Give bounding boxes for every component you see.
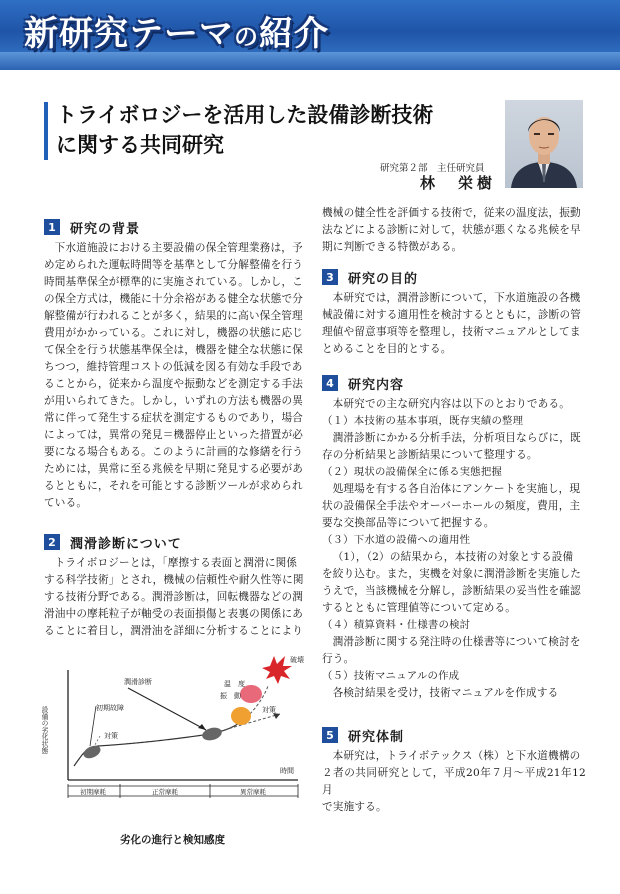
section-1-body (44, 240, 310, 512)
banner-title (24, 6, 329, 62)
body-line: るとともに，それを可能とする診断ツールが求められ (44, 480, 303, 492)
body-line: するとともに管理値等について定める。 (322, 602, 517, 614)
author-portrait-image (505, 100, 583, 188)
body-line: ためには，異常に至る兆候を早期に発見する必要があ (44, 463, 304, 475)
body-line: 滑油中の摩耗粒子が軸受の表面損傷と表裏の関係にあ (44, 608, 304, 620)
section-number-badge: 4 (322, 375, 338, 391)
banner-title-end: 紹介 (259, 14, 329, 54)
section-title: 研究の背景 (70, 221, 141, 237)
section-5-body (322, 748, 586, 816)
section-title: 潤滑診断について (70, 536, 182, 552)
initial-fault-leader (90, 706, 96, 746)
body-line: 械設備に対する適用性を検討するとともに，診断の管 (322, 309, 582, 321)
vibration-detection-marker (231, 707, 251, 725)
body-line: する技術分野である。潤滑診断は，回転機器などの潤 (44, 591, 304, 603)
body-line: 潤滑診断にかかる分析手法，分析項目ならびに，既 (332, 432, 581, 444)
article-title-line2: に関する共同研究 (56, 133, 224, 157)
section-heading-4 (322, 374, 404, 392)
body-line: ることから，従来から温度や振動などを測定する手法 (44, 378, 304, 390)
body-line: 時間基準保全が標準的に実施されている。しかし，こ (44, 276, 304, 288)
section-heading-3 (322, 268, 418, 286)
body-line: 費用がかかっている。これに対し，機器の状態に応じ (44, 327, 304, 339)
body-line: ている。 (44, 497, 88, 509)
body-line: ２者の共同研究として，平成20年７月～平成21年12月 (322, 767, 586, 796)
body-line: 下水道施設における主要設備の保全管理業務は，予 (54, 242, 303, 254)
vibration-label: 振 動 (220, 692, 241, 700)
title-accent-rule (44, 102, 48, 160)
body-line: 本研究では，潤滑診断について，下水道施設の各機 (332, 292, 581, 304)
research-item-heading: （３）下水道の設備への適用性 (322, 534, 471, 546)
section-heading-5 (322, 726, 404, 744)
body-line: 期に判断できる特徴がある。 (322, 241, 463, 253)
body-line: 本研究は，トライボテックス（株）と下水道機構の (332, 750, 581, 762)
author-photo (505, 100, 583, 188)
article-title-line1: トライボロジーを活用した設備診断技術 (56, 103, 434, 127)
section-2-body (44, 555, 310, 640)
countermeasure-label-2: 対策 (262, 706, 276, 714)
body-line: する科学技術」とされ，機械の信頼性や耐久性等に関 (44, 574, 304, 586)
section-3-body (322, 290, 586, 358)
body-line: 法などによる診断に対して，状態が悪くなる兆候を早 (322, 224, 581, 236)
degradation-curve (74, 714, 250, 766)
research-item-heading: （５）技術マニュアルの作成 (322, 670, 460, 682)
section-heading-1 (44, 218, 140, 236)
author-department: 研究第２部 主任研究員 (380, 163, 485, 174)
body-line: の保全方式は，機能に十分余裕がある健全な状態で分 (44, 293, 304, 305)
section-number-badge: 5 (322, 727, 338, 743)
body-line: が用いられてきた。しかし，いずれの方法も機器の異 (44, 395, 304, 407)
phase-abnormal-wear: 異常摩耗 (240, 788, 266, 796)
research-item-heading: （１）本技術の基本事項，既存実績の整理 (322, 415, 524, 427)
section-title: 研究の目的 (348, 271, 419, 287)
body-line: で実施する。 (322, 801, 387, 813)
banner-title-main: 新研究テーマ (24, 14, 234, 54)
degradation-diagram (40, 648, 310, 826)
section-title: 研究体制 (348, 729, 405, 745)
x-axis-label: 時間 (280, 767, 294, 775)
lube-diag-label: 潤滑診断 (124, 678, 152, 686)
section-number-badge: 2 (44, 534, 60, 550)
y-axis-label: 設備の劣化状態 (40, 706, 48, 754)
body-line: （1），（2）の結果から，本技術の対象とする設備 (332, 551, 574, 563)
research-item-heading: （４）積算資料・仕様書の検討 (322, 619, 471, 631)
author-name: 林 栄樹 (420, 174, 497, 192)
initial-fault-label: 初期故障 (96, 704, 124, 712)
body-line: め定められた運転時間等を基準として分解整備を行う (44, 259, 304, 271)
body-line: トライボロジーとは，「摩擦する表面と潤滑に関係 (54, 557, 298, 569)
body-line: 潤滑診断に関する発注時の仕様書等について検討を (332, 636, 581, 648)
body-line: 本研究での主な研究内容は以下のとおりである。 (332, 398, 571, 410)
body-line: 常に伴って発生する症状を測定するものであり，場合 (44, 412, 304, 424)
body-line: 行う。 (322, 653, 355, 665)
body-line: 要になる場合もある。このように計画的な修繕を行う (44, 446, 304, 458)
body-line: によっては，異常の発見＝機器停止といった措置が必 (44, 429, 304, 441)
body-line: 状の設備保全手法やオーバーホールの頻度，費用，主 (322, 500, 581, 512)
body-line: 処理場を有する各自治体にアンケートを実施し，現 (332, 483, 581, 495)
body-line: 存の分析結果と診断結果について整理する。 (322, 449, 538, 461)
body-line: 機械の健全性を評価する技術で，従来の温度法，振動 (322, 207, 581, 219)
body-line: うえで，当該機械を分解し，診断結果の妥当性を確認 (322, 585, 581, 597)
body-line: 各検討結果を受け，技術マニュアルを作成する (332, 687, 559, 699)
figure-caption: 劣化の進行と検知感度 (120, 834, 225, 846)
lube-diag-arrow (128, 688, 206, 730)
section-number-badge: 3 (322, 269, 338, 285)
degradation-figure (40, 648, 310, 826)
temperature-label: 温 度 (224, 680, 245, 688)
body-line: を絞り込む。また，実機を対象に潤滑診断を実施した (322, 568, 582, 580)
breakdown-burst-icon (262, 656, 292, 684)
banner-title-no: の (234, 23, 259, 51)
arrowhead (198, 724, 206, 730)
body-line: 要な交換部品等について把握する。 (322, 517, 495, 529)
section-heading-2 (44, 533, 182, 551)
body-line: ることに着目し，潤滑油を詳細に分析することにより (44, 625, 304, 637)
section-title: 研究内容 (348, 377, 405, 393)
section-4-body (322, 396, 586, 702)
breakdown-label: 破壊 (290, 656, 304, 664)
body-line: 理値や留意事項等を整理し，技術マニュアルとしてま (322, 326, 581, 338)
research-item-heading: （２）現状の設備保全に係る実態把握 (322, 466, 503, 478)
countermeasure-label-1: 対策 (104, 732, 118, 740)
body-line: とめることを目的とする。 (322, 343, 452, 355)
article-title (56, 100, 506, 160)
section-2-continuation (322, 205, 586, 256)
body-line: ちつつ，維持管理コストの低減を図る有効な手段であ (44, 361, 303, 373)
phase-normal-wear: 正常摩耗 (152, 788, 178, 796)
body-line: 解整備が行われることが多く，結果的に高い保全管理 (44, 310, 303, 322)
body-line: て保全を行う状態基準保全は，機器を健全な状態に保 (44, 344, 304, 356)
section-number-badge: 1 (44, 219, 60, 235)
phase-initial-wear: 初期摩耗 (80, 788, 106, 796)
